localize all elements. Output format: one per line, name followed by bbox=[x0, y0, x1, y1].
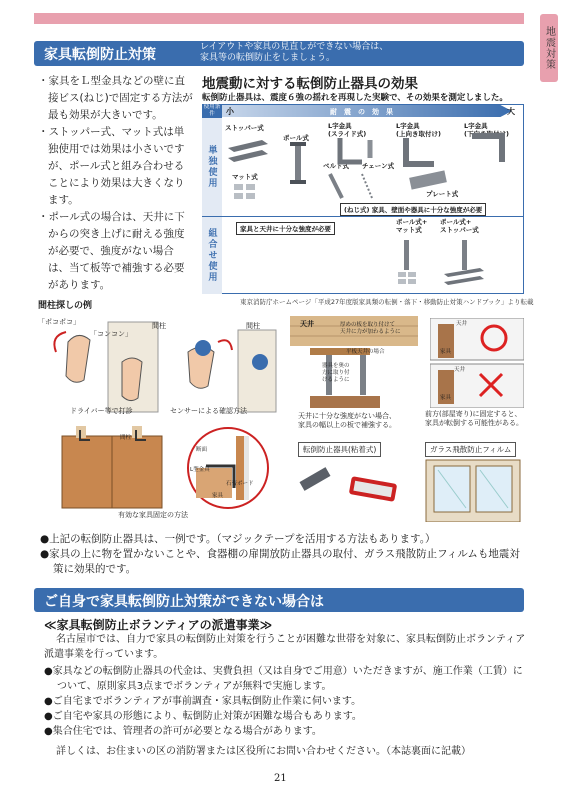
side-tab: 地震対策 bbox=[540, 14, 558, 82]
pole-stopper-label: ポール式+ ストッパー式 bbox=[440, 218, 479, 234]
list-item: ●上記の転倒防止器具は、一例です。（マジックテープを活用する方法もあります。） bbox=[40, 533, 436, 545]
furniture-top bbox=[310, 396, 380, 408]
combo-mat bbox=[408, 279, 416, 284]
device-illustrations bbox=[222, 118, 524, 294]
chain-label: チェーン式 bbox=[362, 162, 395, 170]
arrow-icon bbox=[218, 340, 232, 350]
wall-strength-note: (ねじ式) 家具、壁面や器具に十分な強度が必要 bbox=[340, 203, 486, 216]
furniture-fixing-illustration bbox=[56, 426, 176, 510]
section-note-line-2: 家具等の転倒防止をしましょう。 bbox=[200, 53, 336, 63]
plate-shape bbox=[409, 170, 447, 189]
stud-label-2: 間柱 bbox=[246, 322, 260, 330]
axis-small-label: 小 bbox=[226, 107, 234, 116]
mid-bullet-list bbox=[40, 532, 530, 577]
section-title-2: ご自身で家具転倒防止対策ができない場合は bbox=[44, 594, 324, 610]
section-word: 断面 bbox=[196, 447, 208, 453]
plate-label: プレート式 bbox=[426, 190, 459, 198]
ceiling-note-2: 平板天井の場合 bbox=[346, 349, 385, 355]
adhesive-illustration bbox=[290, 460, 414, 520]
arrow-icon bbox=[54, 332, 66, 352]
combo-mat bbox=[398, 279, 406, 284]
stud-label: 間柱 bbox=[152, 322, 166, 330]
pole-mat-label: ポール式+ マット式 bbox=[396, 218, 428, 234]
list-item: ●家具などの転倒防止器具の代金は、実費負担（又は自身でご用意）いただきますが、施工作業（工賃）について、原則家具3点までボランティアが無料で実施します。 bbox=[44, 666, 523, 692]
combo-pole bbox=[404, 240, 409, 270]
list-item: ・ストッパー式、マット式は単独使用では効果は小さいですが、ポール式と組み合わせることにより効果は大きくなります。 bbox=[38, 126, 185, 206]
list-item: ●家具の上に物を置かないことや、食器棚の扉開放防止器具の取付、ガラス飛散防止フィルムも地震対策に効果的です。 bbox=[40, 548, 520, 575]
combo-mat bbox=[398, 272, 406, 277]
volunteer-bullet-list bbox=[44, 664, 530, 739]
effect-subtitle: 転倒防止器具は、震度６強の揺れを再現した実験で、その効果を測定しました。 bbox=[202, 93, 508, 103]
pole-shape bbox=[360, 355, 366, 395]
l-down-shape bbox=[472, 136, 502, 162]
effect-title: 地震動に対する転倒防止器具の効果 bbox=[202, 76, 418, 92]
volunteer-footer: 詳しくは、お住まいの区の消防署または区役所にお問い合わせください。（本誌裏面に記載） bbox=[56, 746, 471, 757]
sensor-icon bbox=[195, 340, 211, 356]
ceiling-caption: 天井に十分な強度がない場合、 家具の幅以上の板で補強する。 bbox=[298, 412, 396, 429]
l-slide-label: L字金具 (スライド式) bbox=[328, 122, 367, 138]
stopper-label: ストッパー式 bbox=[225, 124, 264, 132]
mat-shape bbox=[246, 193, 255, 199]
section-note bbox=[200, 42, 388, 64]
combo-stopper bbox=[444, 276, 484, 285]
mat-label: マット式 bbox=[232, 173, 258, 181]
condition-header: 使用条件 bbox=[203, 104, 221, 117]
page-number: 21 bbox=[274, 773, 287, 784]
source-note: 東京消防庁ホームページ「平成27年度版家具類の転倒・落下・移動防止対策ハンドブック」より転載 bbox=[240, 298, 534, 306]
pole-base bbox=[290, 180, 306, 184]
film-illustration bbox=[424, 458, 522, 522]
fixing-caption: 有効な家具固定の方法 bbox=[118, 511, 188, 519]
l-up-label: L字金具 (上向き取付け) bbox=[396, 122, 441, 138]
l-slide-shape bbox=[340, 138, 362, 162]
film-title: ガラス飛散防止フィルム bbox=[425, 442, 516, 457]
section-note-line-1: レイアウトや家具の見直しができない場合は、 bbox=[200, 42, 389, 52]
ceiling-note-1: 厚めの板を取り付けて 天井に力が加わるように bbox=[340, 322, 401, 335]
section-title: 家具転倒防止対策 bbox=[44, 47, 156, 63]
l-up-shape bbox=[406, 138, 434, 164]
l-bracket-word: L型金具 bbox=[190, 467, 210, 473]
pokopoko-label: 「ポコポコ」 bbox=[38, 318, 80, 326]
hand-icon bbox=[66, 335, 90, 382]
belt-shape bbox=[330, 174, 342, 198]
row-single-use: 単独使用 bbox=[202, 118, 222, 216]
sensor-caption: センサーによる確認方法 bbox=[170, 407, 247, 415]
list-item: ・家具をＬ型金具などの壁に直接ビス(ねじ)で固定する方法が最も効果が大きいです。 bbox=[38, 75, 193, 121]
mat-shape bbox=[234, 184, 243, 190]
combo-pole-2 bbox=[462, 240, 467, 270]
left-bullet-list bbox=[38, 73, 194, 294]
l-down-label: L字金具 (下向き取付け) bbox=[464, 122, 509, 138]
driver-caption: ドライバー等で打診 bbox=[70, 407, 133, 415]
pole-label: ポール式 bbox=[283, 134, 309, 142]
axis-large-label: 大 bbox=[507, 107, 515, 116]
row-combo-use: 組合せ使用 bbox=[202, 216, 222, 294]
pole-shape bbox=[295, 144, 301, 182]
ceiling-note-3: 器具を奥の 方に取り付 けるように bbox=[322, 363, 350, 383]
list-item: ●ご自宅までボランティアが事前調査・家具転倒防止作業に伺います。 bbox=[44, 696, 362, 707]
top-accent-bar bbox=[34, 13, 524, 24]
gypsum-word: 石膏ボード bbox=[226, 481, 254, 487]
furniture-word: 家具 bbox=[212, 493, 224, 499]
adhesive-title: 転倒防止器具(粘着式) bbox=[298, 442, 381, 457]
pole-cap bbox=[290, 142, 306, 146]
list-item: ●集合住宅では、管理者の許可が必要となる場合があります。 bbox=[44, 726, 322, 737]
belt-label: ベルト式 bbox=[323, 162, 349, 170]
volunteer-title: ≪家具転倒防止ボランティアの派遣事業≫ bbox=[44, 618, 273, 632]
pillar-word: 間柱 bbox=[120, 435, 132, 441]
combo-mat bbox=[408, 272, 416, 277]
wall-panel-2 bbox=[238, 330, 276, 412]
volunteer-intro: 名古屋市では、自力で家具の転倒防止対策を行うことが困難な世帯を対象に、家具転倒防止ボランティア派遣事業を行っています。 bbox=[44, 634, 526, 660]
small-ceiling-label-2: 天井 bbox=[454, 367, 466, 373]
small-ceiling-label: 天井 bbox=[456, 321, 468, 327]
konkon-label: 「コンコン」 bbox=[90, 330, 132, 338]
small-furniture-label-2: 家具 bbox=[440, 395, 452, 401]
list-item: ●ご自宅や家具の形態により、転倒防止対策が困難な場合もあります。 bbox=[44, 711, 362, 722]
sensor-icon bbox=[252, 354, 268, 370]
small-furniture-label: 家具 bbox=[440, 349, 452, 355]
mat-shape bbox=[246, 184, 255, 190]
axis-label: 耐 震 の 効 果 bbox=[330, 108, 393, 116]
mat-shape bbox=[234, 193, 243, 199]
pillar-search-title: 間柱探しの例 bbox=[38, 301, 93, 311]
list-item: ・ポール式の場合は、天井に下からの突き上げに耐える強度が必要で、強度がない場合は、当て板等で補強する必要があります。 bbox=[38, 211, 185, 291]
chain-shape bbox=[362, 174, 372, 198]
ceiling-strength-note: 家具と天井に十分な強度が必要 bbox=[236, 222, 335, 235]
ceiling-label: 天井 bbox=[300, 320, 314, 328]
front-caption: 前方(部屋寄り)に固定すると、 家具が転倒する可能性がある。 bbox=[425, 410, 523, 427]
